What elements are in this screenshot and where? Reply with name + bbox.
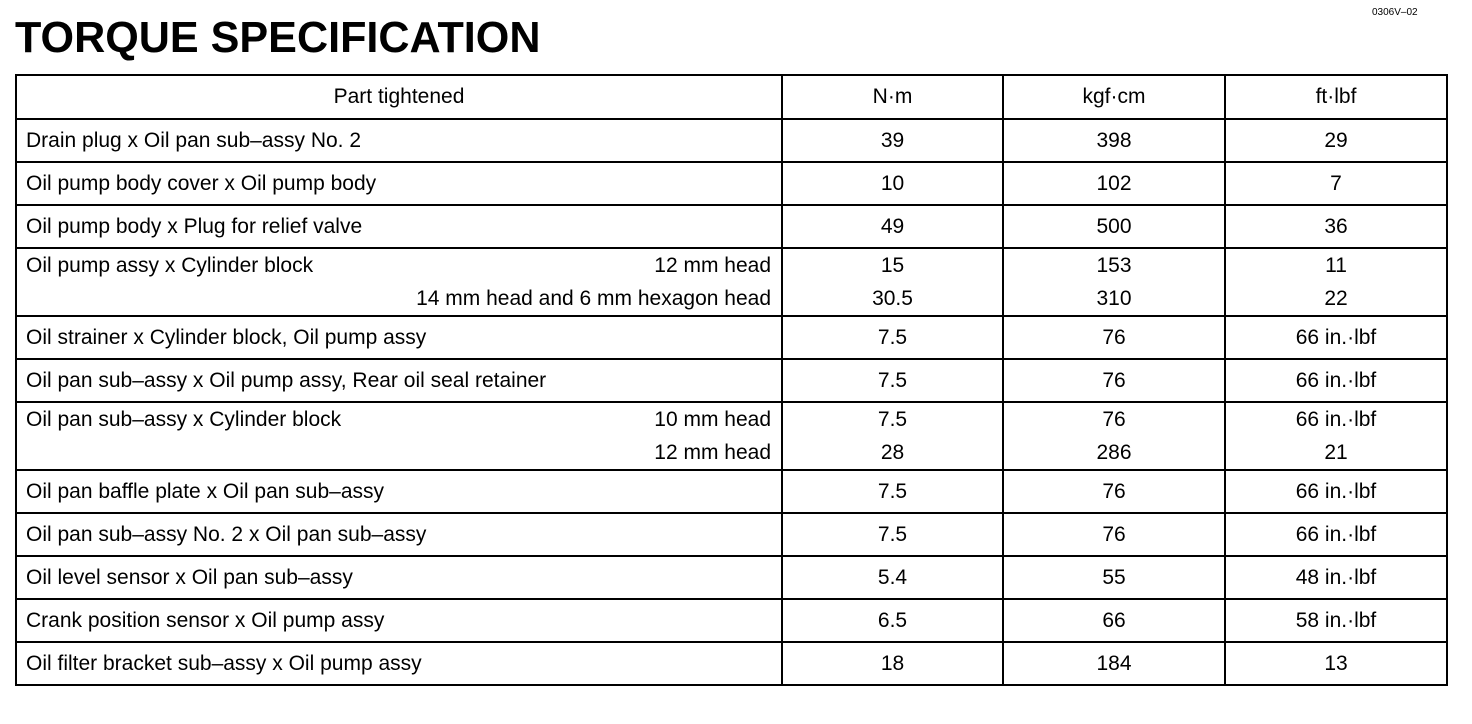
nm-cell: 7.5	[782, 359, 1003, 402]
part-name: Oil pan sub–assy x Cylinder block	[26, 407, 342, 431]
nm-cell: 7.5	[782, 316, 1003, 359]
sub-label: 12 mm head	[654, 253, 771, 277]
sub-value: 11	[1325, 253, 1347, 277]
ftlbf-cell: 48 in.·lbf	[1225, 556, 1447, 599]
nm-cell: 39	[782, 119, 1003, 162]
sub-value: 153	[1096, 253, 1132, 277]
kgfcm-cell: 76	[1003, 470, 1225, 513]
header-part-tightened: Part tightened	[16, 75, 782, 119]
kgfcm-cell: 55	[1003, 556, 1225, 599]
table-row	[16, 162, 1447, 205]
nm-cell: 7.5	[782, 470, 1003, 513]
sub-label: 10 mm head	[654, 407, 771, 431]
nm-cell	[782, 402, 1003, 470]
part-cell: Crank position sensor x Oil pump assy	[16, 599, 782, 642]
document-code: 0306V–02	[1372, 7, 1418, 18]
table-row	[16, 402, 1447, 470]
header-kgfcm: kgf·cm	[1003, 75, 1225, 119]
kgfcm-cell: 398	[1003, 119, 1225, 162]
ftlbf-cell: 13	[1225, 642, 1447, 685]
table-row	[16, 248, 1447, 316]
sub-value: 28	[880, 440, 905, 464]
part-cell: Drain plug x Oil pan sub–assy No. 2	[16, 119, 782, 162]
part-cell: Oil strainer x Cylinder block, Oil pump assy	[16, 316, 782, 359]
part-cell: Oil pump body x Plug for relief valve	[16, 205, 782, 248]
ftlbf-cell	[1225, 248, 1447, 316]
table-row	[16, 642, 1447, 685]
nm-cell: 18	[782, 642, 1003, 685]
table-row	[16, 119, 1447, 162]
nm-cell: 6.5	[782, 599, 1003, 642]
sub-value: 30.5	[872, 286, 913, 310]
part-cell: Oil pan sub–assy x Oil pump assy, Rear oil seal retainer	[16, 359, 782, 402]
part-cell: Oil pan sub–assy No. 2 x Oil pan sub–assy	[16, 513, 782, 556]
ftlbf-cell: 66 in.·lbf	[1225, 470, 1447, 513]
sub-value: 76	[1102, 407, 1126, 431]
kgfcm-cell: 76	[1003, 359, 1225, 402]
sub-value: 15	[880, 253, 905, 277]
kgfcm-cell	[1003, 402, 1225, 470]
sub-label: 12 mm head	[654, 440, 771, 464]
table-row	[16, 205, 1447, 248]
part-name: Oil pump assy x Cylinder block	[26, 253, 314, 277]
table-row	[16, 359, 1447, 402]
header-ftlbf: ft·lbf	[1225, 75, 1447, 119]
kgfcm-cell: 102	[1003, 162, 1225, 205]
ftlbf-cell: 66 in.·lbf	[1225, 316, 1447, 359]
part-cell: Oil pan baffle plate x Oil pan sub–assy	[16, 470, 782, 513]
sub-value: 286	[1096, 440, 1132, 464]
table-row	[16, 470, 1447, 513]
ftlbf-cell: 66 in.·lbf	[1225, 513, 1447, 556]
ftlbf-cell: 66 in.·lbf	[1225, 359, 1447, 402]
kgfcm-cell: 76	[1003, 513, 1225, 556]
nm-cell: 7.5	[782, 513, 1003, 556]
kgfcm-cell: 76	[1003, 316, 1225, 359]
nm-cell: 5.4	[782, 556, 1003, 599]
sub-value: 7.5	[877, 407, 908, 431]
table-row	[16, 513, 1447, 556]
header-nm: N·m	[782, 75, 1003, 119]
table-row	[16, 316, 1447, 359]
part-cell	[16, 248, 782, 316]
ftlbf-cell	[1225, 402, 1447, 470]
page-title: TORQUE SPECIFICATION	[15, 13, 541, 62]
table-row	[16, 556, 1447, 599]
ftlbf-cell: 7	[1225, 162, 1447, 205]
torque-table	[15, 74, 1448, 686]
table-row	[16, 599, 1447, 642]
part-cell: Oil pump body cover x Oil pump body	[16, 162, 782, 205]
sub-label: 14 mm head and 6 mm hexagon head	[416, 286, 771, 310]
kgfcm-cell: 500	[1003, 205, 1225, 248]
nm-cell	[782, 248, 1003, 316]
part-cell: Oil level sensor x Oil pan sub–assy	[16, 556, 782, 599]
part-cell	[16, 402, 782, 470]
kgfcm-cell: 66	[1003, 599, 1225, 642]
nm-cell: 10	[782, 162, 1003, 205]
kgfcm-cell: 184	[1003, 642, 1225, 685]
sub-value: 22	[1324, 286, 1348, 310]
sub-value: 310	[1096, 286, 1132, 310]
table-header-row	[16, 75, 1447, 119]
kgfcm-cell	[1003, 248, 1225, 316]
sub-value: 66 in.·lbf	[1295, 407, 1377, 431]
ftlbf-cell: 29	[1225, 119, 1447, 162]
part-cell: Oil filter bracket sub–assy x Oil pump assy	[16, 642, 782, 685]
nm-cell: 49	[782, 205, 1003, 248]
ftlbf-cell: 58 in.·lbf	[1225, 599, 1447, 642]
sub-value: 21	[1324, 440, 1348, 464]
ftlbf-cell: 36	[1225, 205, 1447, 248]
